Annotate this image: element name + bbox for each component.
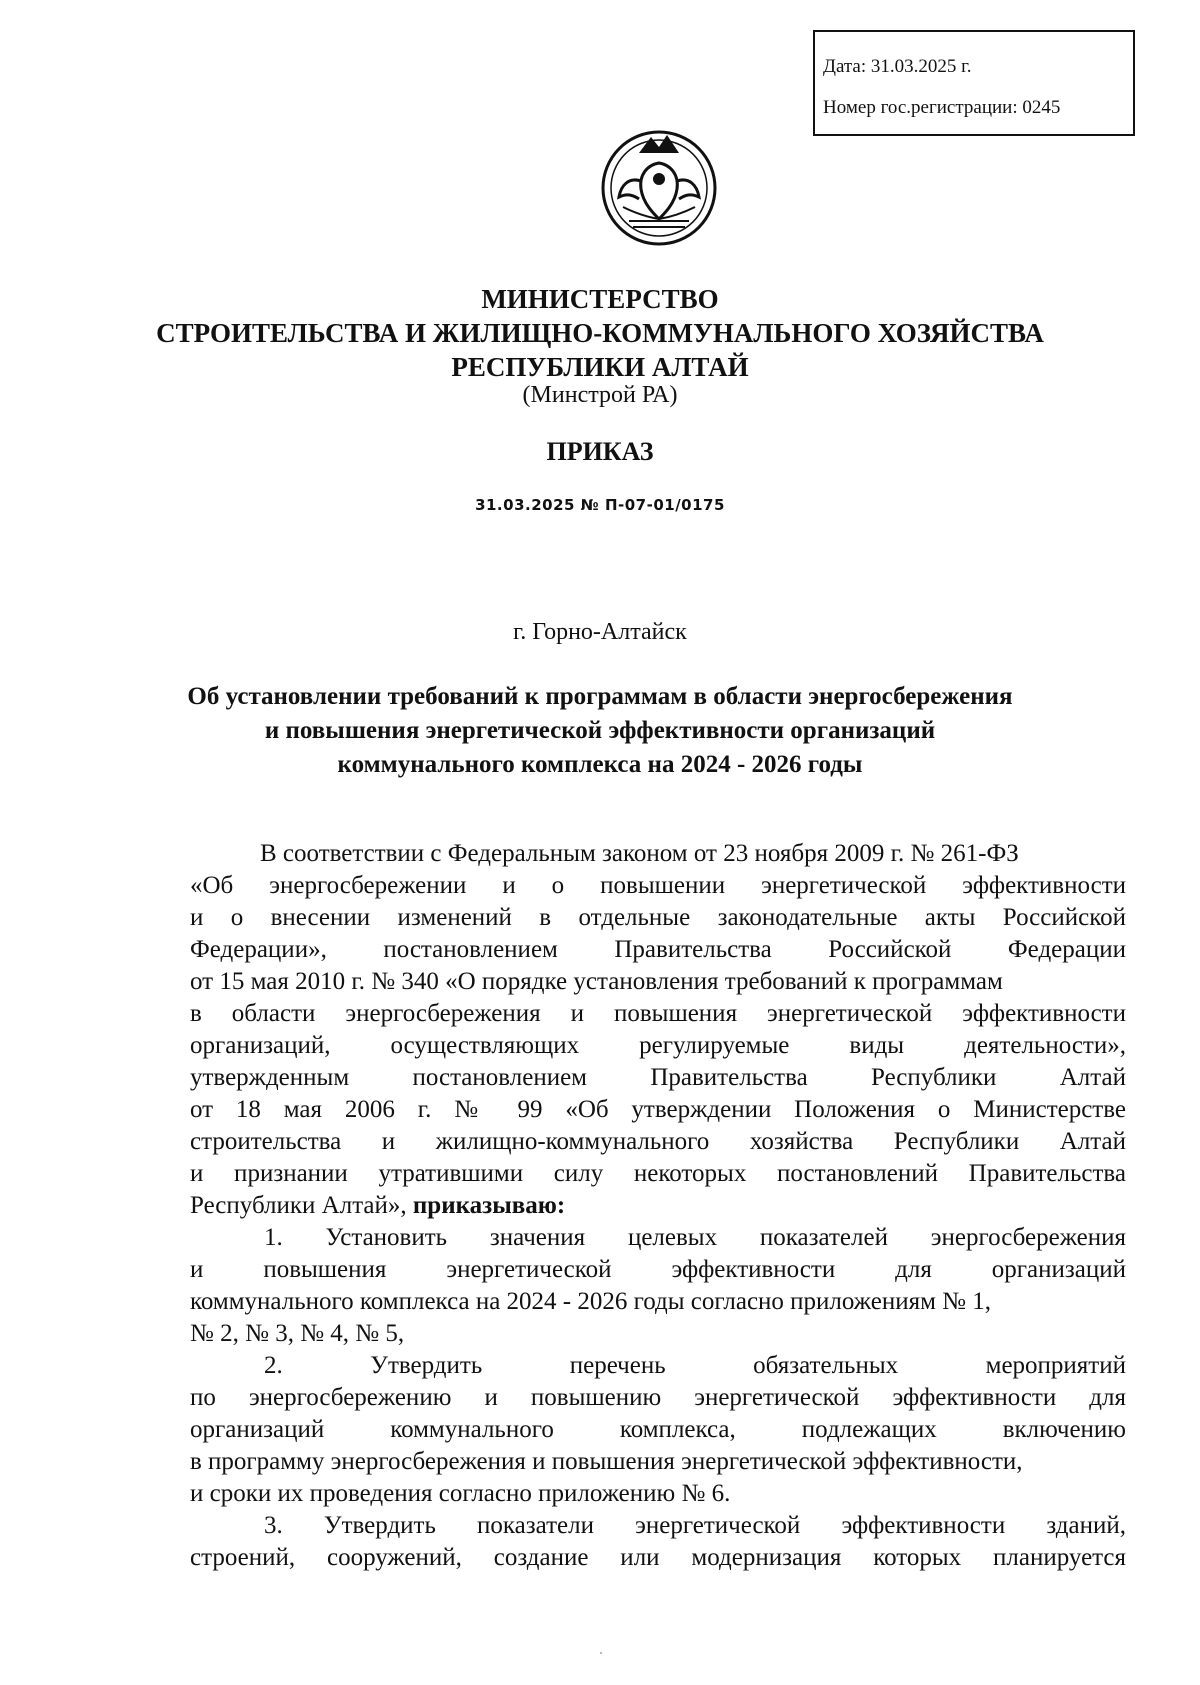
body-line: от 15 мая 2010 г. № 340 «О порядке установления требований к программам	[190, 968, 1003, 995]
body-line: 3. Утвердить показатели энергетической эффективности зданий,	[264, 1512, 1126, 1539]
ministry-line-2: СТРОИТЕЛЬСТВА И ЖИЛИЩНО-КОММУНАЛЬНОГО ХОЗЯЙСТВА	[156, 318, 1044, 348]
body-line: и повышения энергетической эффективности для организаций	[190, 1256, 1126, 1283]
body-line: организаций коммунального комплекса, подлежащих включению	[190, 1416, 1126, 1443]
registration-stamp-box	[813, 30, 1135, 136]
body-line: строений, сооружений, создание или модернизация которых планируется	[190, 1544, 1126, 1571]
body-line: Федерации», постановлением Правительства Российской Федерации	[190, 936, 1126, 963]
body-text: Республики Алтай»,	[190, 1192, 407, 1219]
coat-of-arms-icon	[599, 123, 719, 253]
body-line: от 18 мая 2006 г. № 99 «Об утверждении Положения о Министерстве	[190, 1096, 1126, 1123]
body-line: коммунального комплекса на 2024 - 2026 годы согласно приложениям № 1,	[190, 1288, 992, 1315]
ministry-name	[100, 282, 1100, 384]
ministry-line-3: РЕСПУБЛИКИ АЛТАЙ	[451, 352, 749, 382]
document-subject	[100, 680, 1100, 782]
subject-line-1: Об установлении требований к программам в области энергосбережения	[187, 683, 1013, 710]
body-line: строительства и жилищно-коммунального хозяйства Республики Алтай	[190, 1128, 1126, 1155]
document-body	[190, 838, 1126, 1574]
body-line: В соответствии с Федеральным законом от 23 ноября 2009 г. № 261-ФЗ	[260, 840, 1019, 867]
ministry-abbreviation: (Минстрой РА)	[522, 382, 678, 408]
document-city: г. Горно-Алтайск	[513, 619, 687, 645]
subject-line-2: и повышения энергетической эффективности организаций	[264, 717, 936, 744]
body-line: организаций, осуществляющих регулируемые виды деятельности»,	[190, 1032, 1126, 1059]
body-line: утвержденным постановлением Правительства Республики Алтай	[190, 1064, 1126, 1091]
body-line: № 2, № 3, № 4, № 5,	[190, 1320, 405, 1347]
page-mark	[600, 1652, 602, 1654]
body-line-compound	[190, 1190, 1126, 1222]
body-line: по энергосбережению и повышению энергетической эффективности для	[190, 1384, 1126, 1411]
body-line: 1. Установить значения целевых показателей энергосбережения	[264, 1224, 1126, 1251]
registration-date: Дата: 31.03.2025 г.	[823, 56, 972, 77]
ministry-line-1: МИНИСТЕРСТВО	[481, 284, 719, 314]
body-line: «Об энергосбережении и о повышении энергетической эффективности	[190, 872, 1126, 899]
body-line: 2. Утвердить перечень обязательных мероприятий	[264, 1352, 1126, 1379]
registration-number: Номер гос.регистрации: 0245	[823, 97, 1061, 118]
body-line: и признании утратившими силу некоторых постановлений Правительства	[190, 1160, 1126, 1187]
order-keyword: приказываю:	[412, 1192, 566, 1219]
body-line: в программу энергосбережения и повышения энергетической эффективности,	[190, 1448, 1023, 1475]
body-line: и сроки их проведения согласно приложению № 6.	[190, 1480, 731, 1507]
subject-line-3: коммунального комплекса на 2024 - 2026 годы	[337, 751, 863, 778]
body-line: в области энергосбережения и повышения энергетической эффективности	[190, 1000, 1126, 1027]
body-line: и о внесении изменений в отдельные законодательные акты Российской	[190, 904, 1126, 931]
document-type: ПРИКАЗ	[546, 437, 654, 466]
document-number: 31.03.2025 № П-07-01/0175	[475, 496, 725, 514]
